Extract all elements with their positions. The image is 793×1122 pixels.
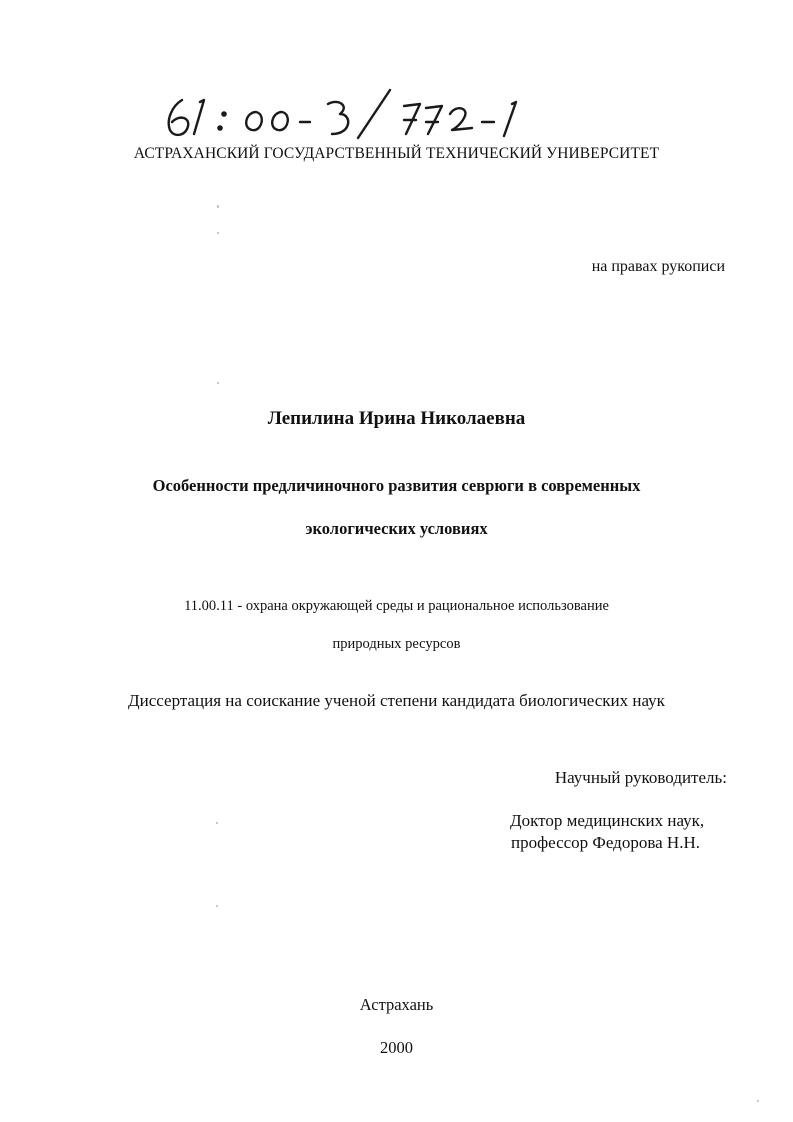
specialty-line-2: природных ресурсов — [332, 636, 461, 652]
rights-note: на правах рукописи — [591, 258, 725, 275]
thesis-title-line-1: Особенности предличиночного развития севрюги в современных — [152, 476, 641, 495]
handwritten-catalog-code — [160, 78, 540, 144]
dissertation-type: Диссертация на соискание ученой степени кандидата биологических наук — [128, 691, 665, 710]
scan-speck — [217, 205, 219, 208]
scan-speck — [216, 822, 218, 824]
supervisor-name: профессор Федорова Н.Н. — [511, 833, 700, 852]
scan-speck — [217, 232, 219, 234]
thesis-title-line-2: экологических условиях — [305, 519, 488, 538]
supervisor-label: Научный руководитель: — [554, 768, 727, 787]
scan-speck — [757, 1100, 759, 1102]
year: 2000 — [380, 1038, 413, 1057]
city: Астрахань — [359, 995, 434, 1014]
author-name: Лепилина Ирина Николаевна — [267, 408, 526, 429]
supervisor-degree: Доктор медицинских наук, — [510, 811, 705, 830]
specialty-line-1: 11.00.11 - охрана окружающей среды и рациональное использование — [184, 598, 609, 614]
scan-speck — [216, 905, 218, 907]
handwritten-code-drawing — [160, 78, 540, 144]
scan-speck — [217, 382, 219, 384]
university-name: АСТРАХАНСКИЙ ГОСУДАРСТВЕННЫЙ ТЕХНИЧЕСКИЙ УНИВЕРСИТЕТ — [133, 145, 660, 162]
